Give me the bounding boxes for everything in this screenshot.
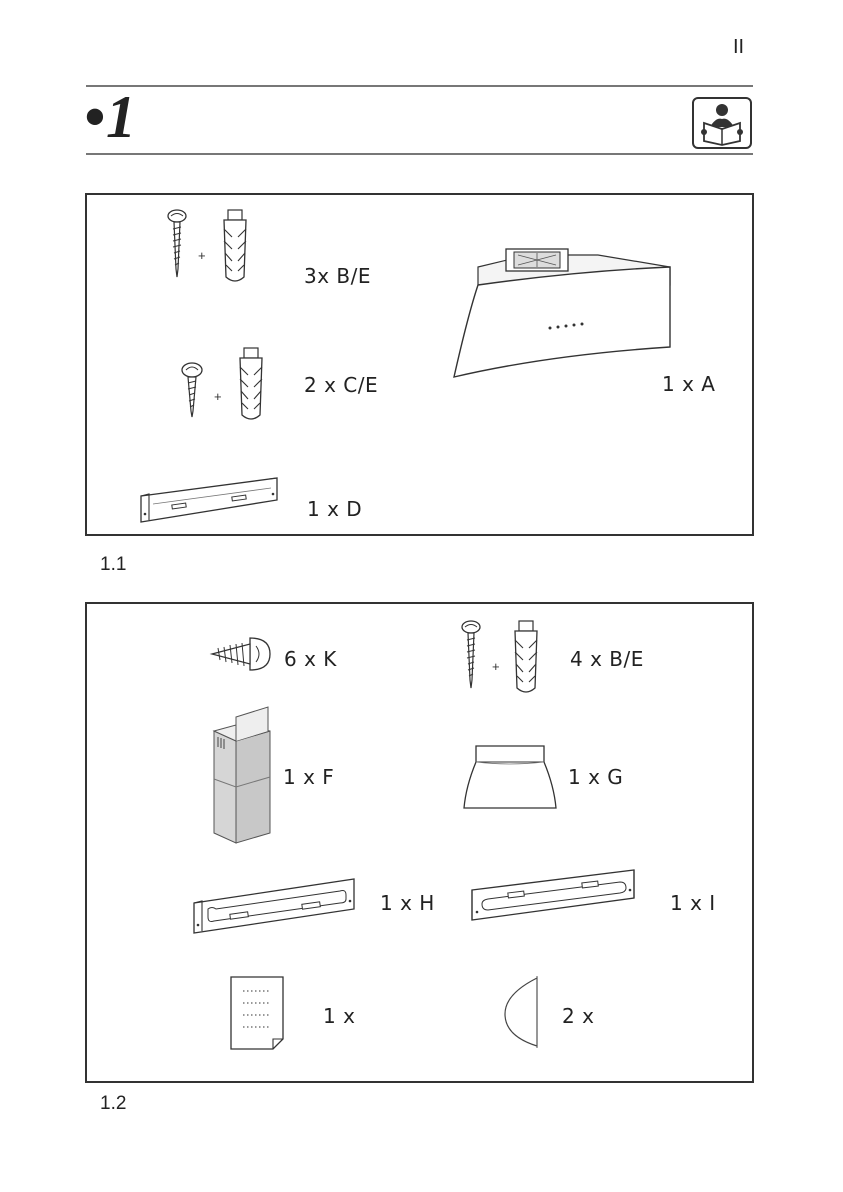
page-marker: II bbox=[733, 36, 745, 58]
bracket-icon bbox=[468, 866, 640, 924]
item-label: 2 x bbox=[562, 1004, 595, 1028]
half-disc-icon bbox=[503, 974, 543, 1050]
step-number: •1 bbox=[84, 84, 138, 150]
instruction-sheet-icon bbox=[229, 975, 287, 1051]
item-label: 1 x I bbox=[670, 891, 716, 915]
item-label: 1 x bbox=[323, 1004, 356, 1028]
item-label: 1 x F bbox=[283, 765, 335, 789]
bracket-icon bbox=[190, 875, 360, 937]
item-label: 6 x K bbox=[284, 647, 337, 671]
screw-and-wall-plug-icon bbox=[176, 345, 271, 425]
item-label: 1 x G bbox=[568, 765, 624, 789]
svg-text:+: + bbox=[198, 248, 206, 263]
figure-label: 1.1 bbox=[100, 554, 127, 575]
item-label: 1 x D bbox=[307, 497, 363, 521]
header-bottom-rule bbox=[86, 153, 753, 155]
item-label: 1 x H bbox=[380, 891, 435, 915]
short-screw-icon bbox=[210, 634, 272, 674]
chimney-cover-icon bbox=[210, 703, 274, 847]
read-manual-icon bbox=[692, 97, 752, 149]
svg-text:+: + bbox=[492, 659, 500, 674]
item-label: 4 x B/E bbox=[570, 647, 644, 671]
figure-label: 1.2 bbox=[100, 1093, 127, 1114]
screw-and-wall-plug-icon bbox=[160, 207, 255, 287]
item-label: 1 x A bbox=[662, 372, 716, 396]
svg-text:+: + bbox=[214, 389, 222, 404]
item-label: 3x B/E bbox=[304, 264, 372, 288]
bracket-icon bbox=[137, 474, 285, 524]
top-rule bbox=[86, 85, 753, 87]
item-label: 2 x C/E bbox=[304, 373, 379, 397]
cooker-hood-icon bbox=[448, 245, 678, 385]
screw-and-wall-plug-icon bbox=[458, 618, 553, 698]
flange-adapter-icon bbox=[462, 742, 558, 814]
components-panel-2 bbox=[85, 602, 754, 1083]
